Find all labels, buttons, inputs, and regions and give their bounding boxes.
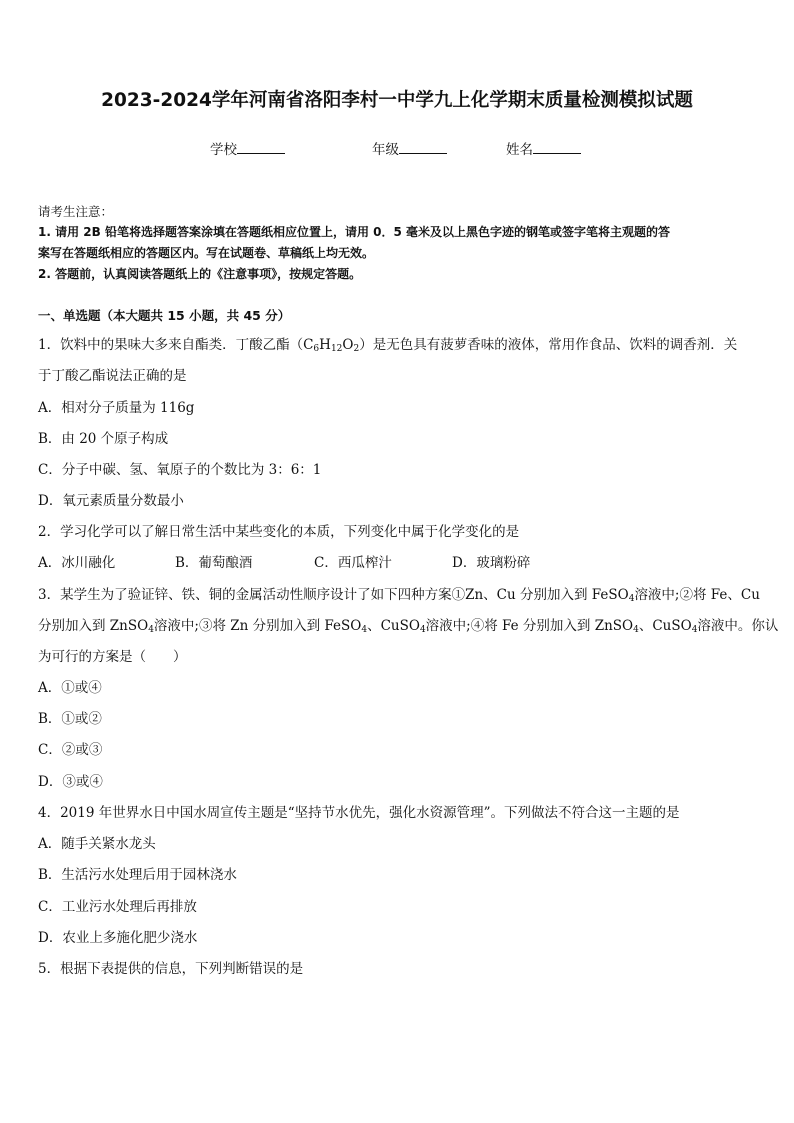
notice-block [38, 201, 760, 285]
notice-heading: 请考生注意： [38, 204, 114, 219]
q4-option-c[interactable]: C．工业污水处理后再排放 [38, 899, 197, 915]
q4-option-a[interactable]: A．随手关紧水龙头 [38, 836, 156, 852]
school-blank[interactable] [237, 141, 285, 154]
q1-option-c[interactable]: C．分子中碳、氢、氧原子的个数比为 3：6：1 [38, 462, 322, 478]
q4-option-d[interactable]: D．农业上多施化肥少浇水 [38, 930, 198, 946]
q3-option-d[interactable]: D．③或④ [38, 774, 103, 790]
notice-item-2: 2. 答题前，认真阅读答题纸上的《注意事项》，按规定答题。 [38, 267, 362, 281]
q2-stem: 2．学习化学可以了解日常生活中某些变化的本质，下列变化中属于化学变化的是 [38, 524, 520, 540]
name-label: 姓名 [506, 142, 533, 158]
q4-option-b[interactable]: B．生活污水处理后用于园林浇水 [38, 867, 237, 883]
q2-option-a[interactable]: A．冰川融化 [38, 555, 116, 571]
school-label: 学校 [210, 142, 237, 158]
name-field[interactable] [506, 138, 581, 158]
q3-stem-line-2: 分别加入到 ZnSO$_4$溶液中;③将 Zn 分别加入到 FeSO$_4$、CuSO$_4$溶液中;④将 Fe 分别加入到 ZnSO$_4$、CuSO$_4$溶液中。你认 [38, 618, 779, 635]
q3-option-c[interactable]: C．②或③ [38, 742, 103, 758]
q4-stem: 4．2019 年世界水日中国水周宣传主题是“坚持节水优先，强化水资源管理”。下列做法不符合这一主题的是 [38, 805, 680, 821]
grade-label: 年级 [372, 142, 399, 158]
q1-option-b[interactable]: B．由 20 个原子构成 [38, 431, 169, 447]
q3-option-b[interactable]: B．①或② [38, 711, 102, 727]
q1-stem-line-1: 1．饮料中的果味大多来自酯类．丁酸乙酯$(C_6H_{12}O_2)$是无色具有菠萝香味的液体，常用作食品、饮料的调香剂．关 [38, 337, 738, 354]
grade-blank[interactable] [399, 141, 447, 154]
school-field[interactable] [210, 138, 285, 158]
q2-option-c[interactable]: C．西瓜榨汁 [314, 555, 392, 571]
q1-option-d[interactable]: D．氧元素质量分数最小 [38, 493, 184, 509]
q2-option-d[interactable]: D．玻璃粉碎 [452, 555, 531, 571]
name-blank[interactable] [533, 141, 581, 154]
notice-item-1-line-1: 1. 请用 2B 铅笔将选择题答案涂填在答题纸相应位置上，请用 0．5 毫米及以上黑色字迹的钢笔或签字笔将主观题的答 [38, 225, 670, 239]
notice-item-1-line-2: 案写在答题纸相应的答题区内。写在试题卷、草稿纸上均无效。 [38, 246, 375, 260]
q3-stem-line-3: 为可行的方案是（ ） [38, 649, 187, 665]
q5-stem: 5．根据下表提供的信息，下列判断错误的是 [38, 961, 304, 977]
q3-option-a[interactable]: A．①或④ [38, 680, 102, 696]
grade-field[interactable] [372, 138, 447, 158]
q1-option-a[interactable]: A．相对分子质量为 116g [38, 400, 195, 416]
q2-option-b[interactable]: B．葡萄酿酒 [175, 555, 253, 571]
q3-stem-line-1: 3．某学生为了验证锌、铁、铜的金属活动性顺序设计了如下四种方案①Zn、Cu 分别加入到 FeSO$_4$溶液中;②将 Fe、Cu [38, 587, 760, 604]
q1-stem-line-2: 于丁酸乙酯说法正确的是 [38, 368, 187, 384]
page-title: 2023-2024学年河南省洛阳李村一中学九上化学期末质量检测模拟试题 [101, 90, 693, 111]
section-heading: 一、单选题（本大题共 15 小题，共 45 分） [38, 308, 291, 323]
